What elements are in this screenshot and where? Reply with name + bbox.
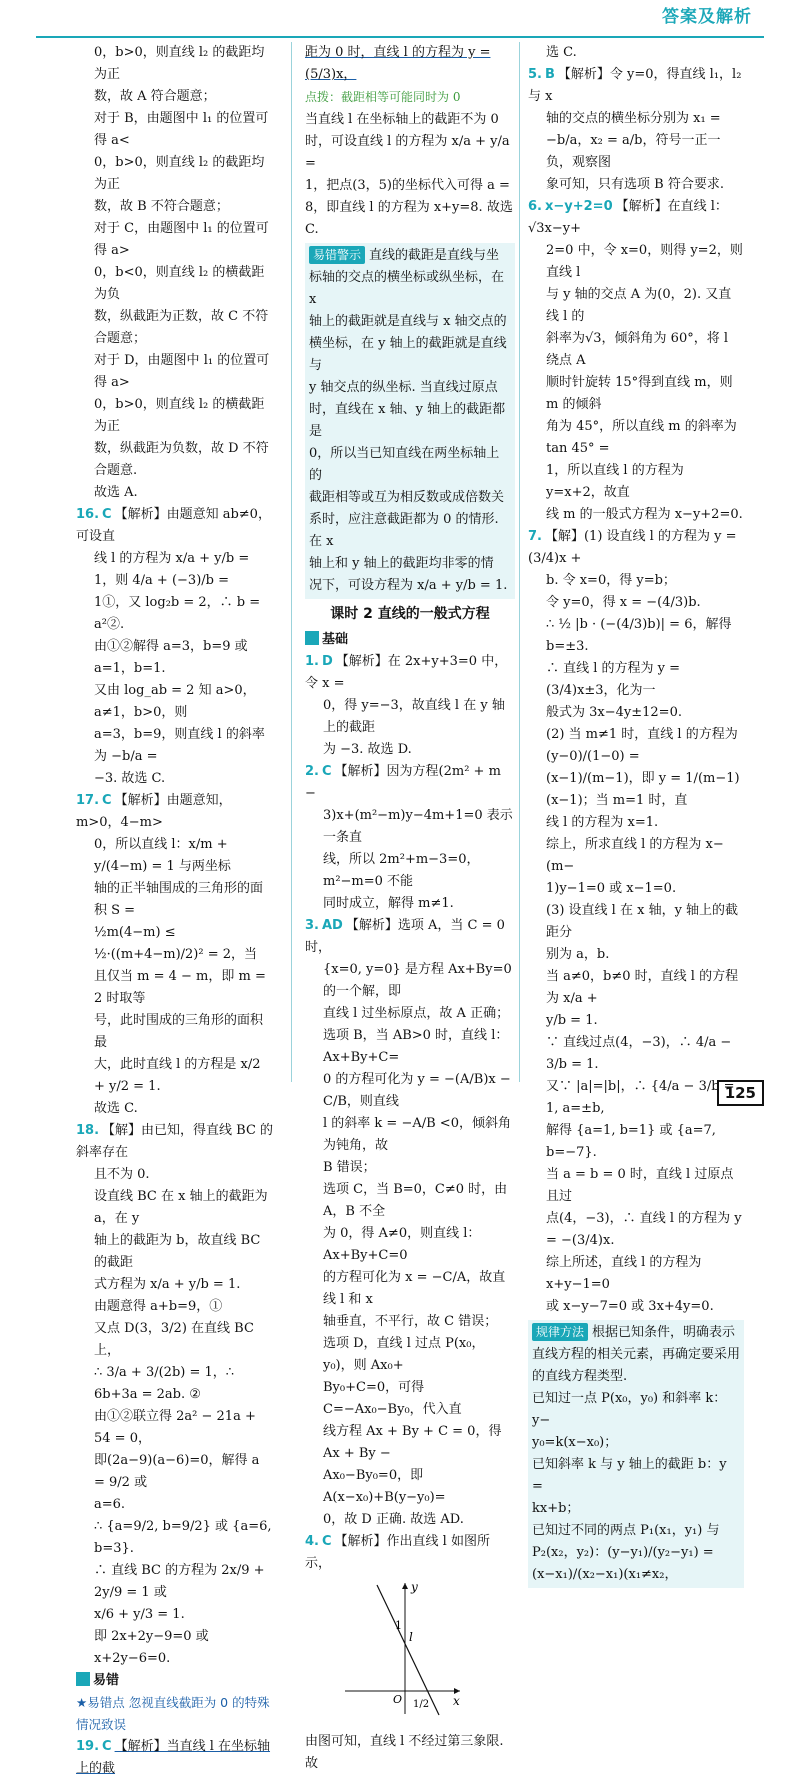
answer-line xyxy=(305,42,515,86)
question-number: 3. xyxy=(305,918,319,933)
answer-line xyxy=(76,196,274,218)
tip-line: 直线的截距是直线与坐 xyxy=(369,248,500,263)
answer-line xyxy=(305,849,515,893)
column-divider xyxy=(291,42,292,1082)
line-text: 顺时针旋转 15°得到直线 m，则 m 的倾斜 xyxy=(546,375,733,412)
answer-line xyxy=(528,108,744,130)
question-number: 2. xyxy=(305,764,319,779)
answer-line xyxy=(76,1604,274,1626)
answer-line xyxy=(305,893,515,915)
answer-choice: C xyxy=(102,507,112,522)
answer-line xyxy=(528,504,744,526)
line-text: 数，纵截距为负数，故 D 不符合题意. xyxy=(94,441,269,478)
line-text: 当 a≠0，b≠0 时，直线 l 的方程为 x/a + xyxy=(546,969,739,1006)
section-label: 基础 xyxy=(322,632,349,647)
answer-choice: C xyxy=(321,764,332,779)
answer-line xyxy=(528,878,744,900)
tip-line: 的直线方程类型. xyxy=(532,1369,628,1384)
tip-text xyxy=(309,248,507,593)
line-text: 选项 C，当 B=0，C≠0 时，由 A，B 不全 xyxy=(323,1182,508,1219)
line-text: 当直线 l 在坐标轴上的截距不为 0 xyxy=(305,112,499,127)
line-text: 0，b>0，则直线 l₂ 的截距均为正 xyxy=(94,155,265,192)
line-text: 轴的交点的横坐标分别为 x₁ = xyxy=(546,111,721,126)
question-number: 6. xyxy=(528,199,542,214)
line-text: ∴ {a=9/2, b=9/2} 或 {a=6, b=3}. xyxy=(94,1519,272,1556)
answer-line xyxy=(305,109,515,131)
line-text: 1)y−1=0 或 x−1=0. xyxy=(546,881,677,896)
answer-line xyxy=(305,1069,515,1113)
answer-line xyxy=(76,768,274,790)
line-text: 【解析】选项 A，当 C = 0 时， xyxy=(305,918,505,955)
question-number: 16. xyxy=(76,507,100,522)
line-text: 线方程 Ax + By + C = 0，得 Ax + By − xyxy=(323,1424,502,1461)
line-text: 角为 45°，所以直线 m 的斜率为 tan 45° = xyxy=(546,419,737,456)
tip-line: y₀=k(x−x₀)； xyxy=(532,1435,618,1450)
line-text: 综上，所求直线 l 的方程为 x−(m− xyxy=(546,837,724,874)
line-text: 同时成立，解得 m≠1. xyxy=(323,896,454,911)
x-tick-label: 1/2 xyxy=(413,1699,430,1710)
line-text: −b/a，x₂ = a/b，符号一正一负，观察图 xyxy=(546,133,721,170)
line-text: 【解析】由题意知 ab≠0，可设直 xyxy=(76,507,271,544)
answer-line xyxy=(76,636,274,680)
tip-line: 已知过不同的两点 P₁(x₁，y₁) 与 xyxy=(532,1523,720,1538)
answer-line xyxy=(528,944,744,966)
line-text: By₀+C=0，可得 C=−Ax₀−By₀，代入直 xyxy=(323,1380,462,1417)
answer-line xyxy=(76,922,274,966)
answer-line xyxy=(76,966,274,1010)
answer-line xyxy=(76,152,274,196)
answer-line xyxy=(76,1274,274,1296)
tip-tag: 易错警示 xyxy=(309,246,365,264)
answer-line xyxy=(76,592,274,636)
tip-line: y 轴交点的纵坐标. 当直线过原点 xyxy=(309,380,498,395)
line-text: 【解析】作出直线 l 如图所示， xyxy=(305,1534,490,1571)
question-line xyxy=(305,1531,515,1575)
line-text: 的方程可化为 x = −C/A，故直线 l 和 x xyxy=(323,1270,506,1307)
answer-lines-col2 xyxy=(305,42,515,241)
answer-line xyxy=(76,1230,274,1274)
line-text: 与 y 轴的交点 A 为(0，2). 又直线 l 的 xyxy=(546,287,732,324)
question-line xyxy=(305,651,515,695)
tip-line: 系时，应注意截距都为 0 的情形. 在 x xyxy=(309,512,499,549)
question-line xyxy=(76,790,274,834)
question-number: 18. xyxy=(76,1123,100,1138)
line-text: 由题意得 a+b=9，① xyxy=(94,1299,223,1314)
line-text: a=6. xyxy=(94,1497,126,1512)
answer-line xyxy=(528,174,744,196)
tip-line: 已知斜率 k 与 y 轴上的截距 b：y = xyxy=(532,1457,727,1494)
section-heading-errors xyxy=(76,1670,274,1692)
line-text: ∵ 直线过点(4，−3)，∴ 4/a − 3/b = 1. xyxy=(546,1035,732,1072)
question-number: 19. xyxy=(76,1739,100,1754)
question-line xyxy=(305,761,515,805)
error-point xyxy=(76,1692,274,1736)
answer-choice: AD xyxy=(321,918,343,933)
answer-line xyxy=(528,328,744,372)
answer-line xyxy=(305,1267,515,1311)
answer-line xyxy=(305,1113,515,1157)
answer-line xyxy=(528,658,744,702)
line-text: 0，b>0，则直线 l₂ 的横截距为正 xyxy=(94,397,265,434)
header-title: 答案及解析 xyxy=(662,7,752,27)
answer-line xyxy=(528,460,744,504)
answer-line xyxy=(528,1120,744,1164)
answer-line xyxy=(305,1003,515,1025)
tip-box-method xyxy=(528,1320,744,1588)
answer-line xyxy=(528,834,744,878)
answer-line xyxy=(76,262,274,306)
answer-line xyxy=(76,42,274,86)
answer-line xyxy=(528,1010,744,1032)
column-3 xyxy=(528,42,744,1590)
answer-line xyxy=(305,1465,515,1509)
line-text: 2=0 中，令 x=0，则得 y=2，则直线 l xyxy=(546,243,743,280)
answer-line xyxy=(528,42,744,64)
header-rule xyxy=(36,36,764,38)
answer-line xyxy=(528,416,744,460)
answer-line xyxy=(76,1362,274,1406)
line-text: 线，所以 2m²+m−3=0，m²−m=0 不能 xyxy=(323,852,480,889)
answer-line xyxy=(76,1296,274,1318)
line-text: 0，b<0，则直线 l₂ 的横截距为负 xyxy=(94,265,265,302)
question-line xyxy=(305,915,515,959)
line-text: 即(2a−9)(a−6)=0，解得 a = 9/2 或 xyxy=(94,1453,260,1490)
line-text: 式方程为 x/a + y/b = 1. xyxy=(94,1277,241,1292)
line-text: 又由 log_ab = 2 知 a>0，a≠1，b>0，则 xyxy=(94,683,256,720)
answer-line xyxy=(528,768,744,812)
answer-choice: C xyxy=(102,1739,112,1754)
line-text: 【解】由已知，得直线 BC 的斜率存在 xyxy=(76,1123,274,1160)
tip-line: 标轴的交点的横坐标或纵坐标，在 x xyxy=(309,270,505,307)
line-text: 0，b>0，则直线 l₂ 的截距均为正 xyxy=(94,45,265,82)
line-text: 1①，又 log₂b = 2，∴ b = a²②. xyxy=(94,595,261,632)
line-text: 为 −3. 故选 D. xyxy=(323,742,412,757)
line-text: 【解析】令 y=0，得直线 l₁，l₂ 与 x xyxy=(528,67,742,104)
line-text: y/b = 1. xyxy=(546,1013,598,1028)
question-number: 4. xyxy=(305,1534,319,1549)
tip-line: 况下，可设方程为 x/a + y/b = 1. xyxy=(309,578,508,593)
line-text: 或 x−y−7=0 或 3x+4y=0. xyxy=(546,1299,714,1314)
answer-line xyxy=(305,1157,515,1179)
line-text: 0，故 D 正确. 故选 AD. xyxy=(323,1512,464,1527)
answer-line xyxy=(76,1626,274,1670)
answer-line xyxy=(305,1311,515,1333)
answer-line xyxy=(76,1516,274,1560)
tip-line: kx+b； xyxy=(532,1501,580,1516)
answer-line xyxy=(528,240,744,284)
answer-line xyxy=(76,1494,274,1516)
question-text: 【解析】当直线 l 在坐标轴上的截 xyxy=(76,1739,271,1776)
answer-line xyxy=(76,1406,274,1450)
answer-line xyxy=(528,130,744,174)
answer-line xyxy=(528,966,744,1010)
line-text: 且仅当 m = 4 − m，即 m = 2 时取等 xyxy=(94,969,266,1006)
line-text: (x−1)/(m−1)，即 y = 1/(m−1)(x−1)；当 m=1 时，直 xyxy=(546,771,740,808)
answer-line xyxy=(305,175,515,197)
line-text: 综上所述，直线 l 的方程为 x+y−1=0 xyxy=(546,1255,702,1292)
answer-line xyxy=(528,1076,744,1120)
line-text: 别为 a，b. xyxy=(546,947,610,962)
line-text: ∴ 直线 l 的方程为 y = (3/4)x±3，化为一 xyxy=(546,661,681,698)
answer-line xyxy=(76,1560,274,1604)
line-text: 时，可设直线 l 的方程为 x/a + y/a = xyxy=(305,134,510,171)
answer-line xyxy=(76,1010,274,1054)
line-graph-figure xyxy=(335,1579,465,1719)
answer-line xyxy=(528,1032,744,1076)
line-text: 当 a = b = 0 时，直线 l 过原点且过 xyxy=(546,1167,734,1204)
line-text: 选 C. xyxy=(546,45,577,60)
line-text: 线 l 的方程为 x=1. xyxy=(546,815,659,830)
question-line xyxy=(76,504,274,548)
column-2 xyxy=(305,42,515,1775)
line-text: 斜率为√3，倾斜角为 60°，将 l 绕点 A xyxy=(546,331,729,368)
answer-line xyxy=(76,108,274,152)
answer-lines-col1 xyxy=(76,42,274,1670)
line-text: 线 l 的方程为 x/a + y/b = 1，则 4/a + (−3)/b = xyxy=(94,551,250,588)
line-text: 般式为 3x−4y±12=0. xyxy=(546,705,682,720)
y-axis-label: y xyxy=(411,1580,418,1594)
answer-line xyxy=(305,197,515,241)
answer-line xyxy=(528,1164,744,1208)
question-line xyxy=(76,1120,274,1164)
error-point-label: ★易错点 xyxy=(76,1695,125,1710)
line-text: 0 的方程可化为 y = −(A/B)x − C/B，则直线 xyxy=(323,1072,511,1109)
line-text: 线 m 的一般式方程为 x−y+2=0. xyxy=(546,507,743,522)
question-number: 1. xyxy=(305,654,319,669)
line-text: 轴上的截距为 b，故直线 BC 的截距 xyxy=(94,1233,261,1270)
tip-text xyxy=(532,1325,740,1582)
x-axis-label: x xyxy=(453,1694,460,1708)
answer-line xyxy=(76,1186,274,1230)
answer-line xyxy=(528,614,744,658)
line-text: a=3，b=9，则直线 l 的斜率为 −b/a = xyxy=(94,727,265,764)
answer-line: 由图可知，直线 l 不经过第三象限. 故 xyxy=(305,1734,504,1771)
answer-line xyxy=(76,1098,274,1120)
answer-line xyxy=(305,1421,515,1465)
line-text: 0，所以直线 l：x/m + y/(4−m) = 1 与两坐标 xyxy=(94,837,231,874)
line-text: 数，纵截距为正数，故 C 不符合题意； xyxy=(94,309,269,346)
answer-line xyxy=(305,959,515,1003)
answer-line xyxy=(305,1509,515,1531)
line-text: {x=0, y=0} 是方程 Ax+By=0 的一个解，即 xyxy=(323,962,512,999)
page-number: 125 xyxy=(717,1080,764,1106)
line-text: 令 y=0，得 x = −(4/3)b. xyxy=(546,595,701,610)
line-text: −3. 故选 C. xyxy=(94,771,166,786)
answer-line xyxy=(305,1377,515,1421)
question-number: 5. xyxy=(528,67,542,82)
answer-line xyxy=(76,86,274,108)
answer-line xyxy=(76,1054,274,1098)
answer-lines-col3 xyxy=(528,42,744,1318)
tip-box-errors xyxy=(305,243,515,599)
answer-line xyxy=(528,284,744,328)
answer-line xyxy=(528,1208,744,1252)
column-divider xyxy=(519,42,520,1082)
answer-line xyxy=(528,724,744,768)
tip-line: 轴上的截距就是直线与 x 轴交点的 xyxy=(309,314,507,329)
line-text: 对于 C，由题图中 l₁ 的位置可得 a> xyxy=(94,221,269,258)
line-text: Ax₀−By₀=0，即 A(x−x₀)+B(y−y₀)= xyxy=(323,1468,446,1505)
answer-line xyxy=(305,1223,515,1267)
tip-tag: 规律方法 xyxy=(532,1323,588,1341)
question-number: 7. xyxy=(528,529,542,544)
answer-line xyxy=(305,1179,515,1223)
origin-label: O xyxy=(393,1693,403,1706)
hint-note: 点拨：截距相等可能同时为 0 xyxy=(305,90,461,104)
answer-line xyxy=(76,548,274,592)
line-text: 为 0，得 A≠0，则直线 l：Ax+By+C=0 xyxy=(323,1226,481,1263)
tip-line: 截距相等或互为相反数或成倍数关 xyxy=(309,490,505,505)
answer-line xyxy=(76,1164,274,1186)
line-text: 直线 l 过坐标原点，故 A 正确； xyxy=(323,1006,510,1021)
line-text: 选项 D，直线 l 过点 P(x₀，y₀)，则 Ax₀+ xyxy=(323,1336,485,1373)
answer-choice: x−y+2=0 xyxy=(544,199,613,214)
line-text: 又∵ |a|=|b|，∴ {4/a − 3/b = 1, a=±b, xyxy=(546,1079,735,1116)
line-text: 距为 0 时，直线 l 的方程为 y = (5/3)x， xyxy=(305,45,491,82)
line-text: 号，此时围成的三角形的面积最 xyxy=(94,1013,264,1050)
y-axis-arrow xyxy=(402,1583,408,1589)
line-text: 1，所以直线 l 的方程为 y=x+2，故直 xyxy=(546,463,684,500)
answer-line xyxy=(528,1296,744,1318)
answer-choice: B xyxy=(544,67,555,82)
section-heading-basic xyxy=(305,629,515,651)
line-l xyxy=(377,1585,439,1715)
tip-line: 横坐标，在 y 轴上的截距就是直线与 xyxy=(309,336,507,373)
answer-line xyxy=(76,834,274,878)
line-text: 对于 D，由题图中 l₁ 的位置可得 a> xyxy=(94,353,270,390)
answer-line xyxy=(305,1025,515,1069)
question-19 xyxy=(76,1736,274,1780)
answer-line xyxy=(76,1450,274,1494)
lesson-title: 课时 2 直线的一般式方程 xyxy=(330,606,490,622)
line-text: ½m(4−m) ≤ ½·((m+4−m)/2)² = 2，当 xyxy=(94,925,258,962)
column-1 xyxy=(76,42,274,1780)
answer-line xyxy=(528,1252,744,1296)
answer-line xyxy=(305,805,515,849)
line-text: 象可知，只有选项 B 符合要求. xyxy=(546,177,724,192)
tip-line: 0，所以当已知直线在两坐标轴上的 xyxy=(309,446,500,483)
y-tick-label: 1 xyxy=(395,1619,402,1632)
line-text: ∴ 3/a + 3/(2b) = 1，∴ 6b+3a = 2ab. ② xyxy=(94,1365,235,1402)
line-label: l xyxy=(409,1630,413,1644)
line-text: 【解】(1) 设直线 l 的方程为 y = (3/4)x + xyxy=(528,529,737,566)
tip-line: 直线方程的相关元素，再确定要采用 xyxy=(532,1347,741,1362)
tip-line: 根据已知条件，明确表示 xyxy=(592,1325,736,1340)
line-text: 数，故 A 符合题意； xyxy=(94,89,216,104)
page-header xyxy=(0,0,800,34)
line-text: x/6 + y/3 = 1. xyxy=(94,1607,185,1622)
question-line xyxy=(528,526,744,570)
answer-line xyxy=(305,1333,515,1377)
answer-line xyxy=(76,218,274,262)
line-text: 且不为 0. xyxy=(94,1167,150,1182)
answer-line xyxy=(76,438,274,482)
answer-line xyxy=(76,1318,274,1362)
answer-line xyxy=(76,878,274,922)
line-text: 即 2x+2y−9=0 或 x+2y−6=0. xyxy=(94,1629,209,1666)
answer-line xyxy=(305,695,515,739)
line-text: 解得 {a=1, b=1} 或 {a=7, b=−7}. xyxy=(546,1123,716,1160)
line-text: ∴ ½ |b · (−(4/3)b)| = 6，解得 b=±3. xyxy=(546,617,732,654)
answer-choice: D xyxy=(321,654,333,669)
line-text: 数，故 B 不符合题意； xyxy=(94,199,229,214)
answer-line xyxy=(76,482,274,504)
answer-line xyxy=(76,680,274,724)
line-text: (2) 当 m≠1 时，直线 l 的方程为 (y−0)/(1−0) = xyxy=(546,727,738,764)
line-text: ∴ 直线 BC 的方程为 2x/9 + 2y/9 = 1 或 xyxy=(94,1563,265,1600)
section-icon xyxy=(76,1672,90,1686)
answer-line xyxy=(528,592,744,614)
section-label: 易错 xyxy=(93,1673,120,1688)
section-icon xyxy=(305,631,319,645)
answer-line xyxy=(305,86,515,109)
line-text: 由①②联立得 2a² − 21a + 54 = 0， xyxy=(94,1409,256,1446)
line-text: 1，把点(3，5)的坐标代入可得 a = xyxy=(305,178,510,193)
answer-choice: C xyxy=(321,1534,332,1549)
line-text: 【解析】在 2x+y+3=0 中，令 x = xyxy=(305,654,508,691)
line-text: 又点 D(3，3/2) 在直线 BC 上， xyxy=(94,1321,254,1358)
line-text: 大，此时直线 l 的方程是 x/2 + y/2 = 1. xyxy=(94,1057,261,1094)
line-text: 故选 A. xyxy=(94,485,138,500)
line-text: (3) 设直线 l 在 x 轴，y 轴上的截距分 xyxy=(546,903,739,940)
line-text: 3)x+(m²−m)y−4m+1=0 表示一条直 xyxy=(323,808,513,845)
tip-line: 时，直线在 x 轴、y 轴上的截距都是 xyxy=(309,402,506,439)
line-text: b. 令 x=0，得 y=b； xyxy=(546,573,676,588)
line-text: 轴的正半轴围成的三角形的面积 S = xyxy=(94,881,264,918)
answer-line xyxy=(305,131,515,175)
tip-line: 轴上和 y 轴上的截距均非零的情 xyxy=(309,556,494,571)
answer-line xyxy=(528,702,744,724)
line-text: 由①②解得 a=3，b=9 或 a=1，b=1. xyxy=(94,639,248,676)
tip-line: 已知过一点 P(x₀，y₀) 和斜率 k：y− xyxy=(532,1391,727,1428)
line-text: 选项 B，当 AB>0 时，直线 l：Ax+By+C= xyxy=(323,1028,509,1065)
answer-choice: C xyxy=(102,793,112,808)
line-text: 轴垂直，不平行，故 C 错误； xyxy=(323,1314,498,1329)
line-text: B 错误； xyxy=(323,1160,376,1175)
answer-line xyxy=(528,372,744,416)
line-text: 对于 B，由题图中 l₁ 的位置可得 a< xyxy=(94,111,269,148)
answer-line xyxy=(528,570,744,592)
answer-line xyxy=(528,900,744,944)
answer-line xyxy=(528,812,744,834)
line-text: l 的斜率 k = −A/B <0，倾斜角为钝角，故 xyxy=(323,1116,511,1153)
answer-line xyxy=(76,394,274,438)
line-text: 点(4，−3)，∴ 直线 l 的方程为 y = −(3/4)x. xyxy=(546,1211,742,1248)
line-text: 【解析】因为方程(2m² + m − xyxy=(305,764,501,801)
line-text: 【解析】在直线 l：√3x−y+ xyxy=(528,199,728,236)
answer-line xyxy=(76,350,274,394)
error-point-text: 忽视直线截距为 0 的特殊情况致误 xyxy=(76,1695,270,1732)
answer-lines-col2b xyxy=(305,651,515,1575)
question-number: 17. xyxy=(76,793,100,808)
line-text: 0，得 y=−3，故直线 l 在 y 轴上的截距 xyxy=(323,698,505,735)
answer-line xyxy=(76,306,274,350)
line-text: 故选 C. xyxy=(94,1101,138,1116)
answer-line xyxy=(305,739,515,761)
question-line xyxy=(528,196,744,240)
question-line xyxy=(528,64,744,108)
line-text: 设直线 BC 在 x 轴上的截距为 a，在 y xyxy=(94,1189,268,1226)
line-text: 【解析】由题意知，m>0，4−m> xyxy=(76,793,232,830)
line-text: 8，即直线 l 的方程为 x+y=8. 故选 C. xyxy=(305,200,513,237)
answer-line xyxy=(76,724,274,768)
tip-line: P₂(x₂，y₂)：(y−y₁)/(y₂−y₁) = (x−x₁)/(x₂−x₁)(x₁≠x₂， xyxy=(532,1545,714,1582)
